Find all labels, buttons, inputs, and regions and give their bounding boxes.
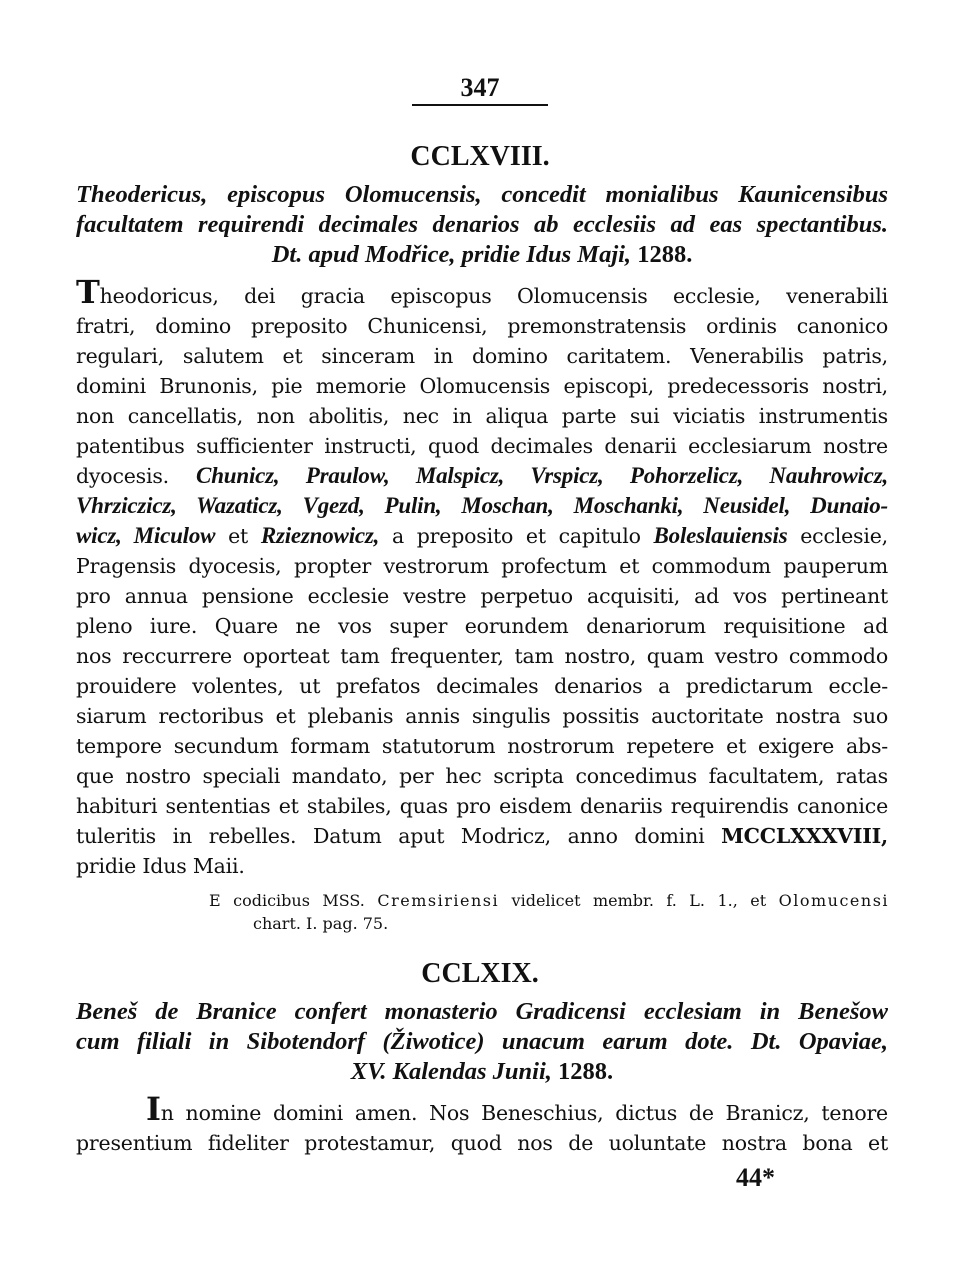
text-line: regulari, salutem et sinceram in domino caritatem. Venerabilis patris,	[76, 344, 888, 368]
text-line: domini Brunonis, pie memorie Olomucensis episcopi, predecessoris nostri,	[76, 374, 888, 398]
page-number-rule	[412, 104, 548, 106]
text-span: n nomine domini amen. Nos Beneschius, dictus de Branicz, tenore	[160, 1101, 888, 1125]
text-span: tuleritis in rebelles. Datum aput Modricz, anno domini	[76, 824, 705, 848]
text-span: Cremsiriensi	[377, 891, 500, 910]
summary-date: XV. Kalendas Junii,	[350, 1058, 552, 1085]
summary-line: Theodericus, episcopus Olomucensis, concedit monialibus Kaunicensibus	[76, 181, 888, 208]
text-line: pridie Idus Maii.	[76, 854, 245, 878]
text-line: siarum rectoribus et plebanis annis singulis possitis auctoritate nostra suo	[76, 704, 888, 728]
text-line	[76, 273, 888, 311]
source-note	[209, 889, 889, 935]
text-line: pro annua pensione ecclesie vestre perpetuo acquisiti, ad vos pertineant	[76, 584, 888, 608]
source-line: chart. I. pag. 75.	[253, 914, 389, 933]
text-line: pleno iure. Quare ne vos super eorundem denariorum requisitione ad	[76, 614, 888, 638]
summary-line: facultatem requirendi decimales denarios ab ecclesiis ad eas spectantibus.	[76, 211, 888, 238]
charter-text-2	[76, 1090, 888, 1158]
text-line	[76, 1090, 888, 1128]
charter-summary-2	[76, 997, 888, 1087]
text-line: habituri sententias et stabiles, quas pro eisdem denariis requirendis canonice	[76, 794, 888, 818]
text-line: nos reccurrere oporteat tam frequenter, tam nostro, quam vestro commodo	[76, 644, 888, 668]
text-line	[76, 521, 888, 551]
text-line: prouidere volentes, ut prefatos decimales denarios a predictarum eccle-	[76, 674, 888, 698]
text-span: et	[228, 524, 249, 548]
summary-year: 1288.	[558, 1058, 614, 1085]
place-names: Chunicz, Praulow, Malspicz, Vrspicz, Pohorzelicz, Nauhrowicz,	[196, 463, 888, 488]
charter-heading-2: CCLXIX.	[421, 958, 539, 989]
page-number: 347	[460, 73, 500, 102]
text-line: tempore secundum formam statutorum nostrorum repetere et exigere abs-	[76, 734, 888, 758]
text-line: Vhrziczicz, Wazaticz, Vgezd, Pulin, Moschan, Moschanki, Neusidel, Dunaio-	[76, 493, 888, 518]
charter-text-1	[76, 273, 888, 881]
summary-line: cum filiali in Sibotendorf (Žiwotice) unacum earum dote. Dt. Opaviae,	[76, 1028, 888, 1055]
text-line: presentium fideliter protestamur, quod nos de uoluntate nostra bona et	[76, 1131, 888, 1155]
text-span: videlicet membr. f. L. 1., et	[511, 891, 767, 910]
text-span: heodoricus, dei gracia episcopus Olomucensis ecclesie, venerabili	[99, 284, 888, 308]
year-roman: MCCLXXXVIII,	[721, 824, 888, 848]
source-line	[209, 889, 889, 912]
initial-letter: I	[146, 1090, 161, 1128]
text-line	[76, 461, 888, 491]
text-line: Pragensis dyocesis, propter vestrorum profectum et commodum pauperum	[76, 554, 888, 578]
text-span: dyocesis.	[76, 464, 169, 488]
summary-line	[76, 1057, 888, 1087]
text-span: Olomucensi	[778, 891, 890, 910]
place-names: Rzieznowicz,	[260, 523, 380, 548]
text-line: fratri, domino preposito Chunicensi, premonstratensis ordinis canonico	[76, 314, 888, 338]
charter-heading-1: CCLXVIII.	[410, 141, 550, 172]
text-span: E codicibus MSS.	[209, 891, 365, 910]
signature-mark: 44*	[736, 1163, 775, 1192]
summary-year: 1288.	[637, 241, 693, 268]
initial-letter: T	[76, 273, 100, 311]
text-span: a preposito et capitulo	[391, 524, 641, 548]
place-names: Boleslauiensis	[653, 523, 788, 548]
text-span: ecclesie,	[800, 524, 888, 548]
text-line: patentibus sufficienter instructi, quod decimales denarii ecclesiarum nostre	[76, 434, 888, 458]
place-names: wicz, Miculow	[76, 523, 216, 548]
charter-summary-1	[76, 180, 888, 270]
text-line	[76, 821, 888, 851]
summary-line	[76, 240, 888, 270]
text-line: non cancellatis, non abolitis, nec in aliqua parte sui viciatis instrumentis	[76, 404, 888, 428]
text-line: que nostro speciali mandato, per hec scripta concedimus facultatem, ratas	[76, 764, 888, 788]
summary-date: Dt. apud Modřice, pridie Idus Maji,	[271, 241, 632, 268]
summary-line: Beneš de Branice confert monasterio Gradicensi ecclesiam in Benešow	[76, 998, 888, 1025]
